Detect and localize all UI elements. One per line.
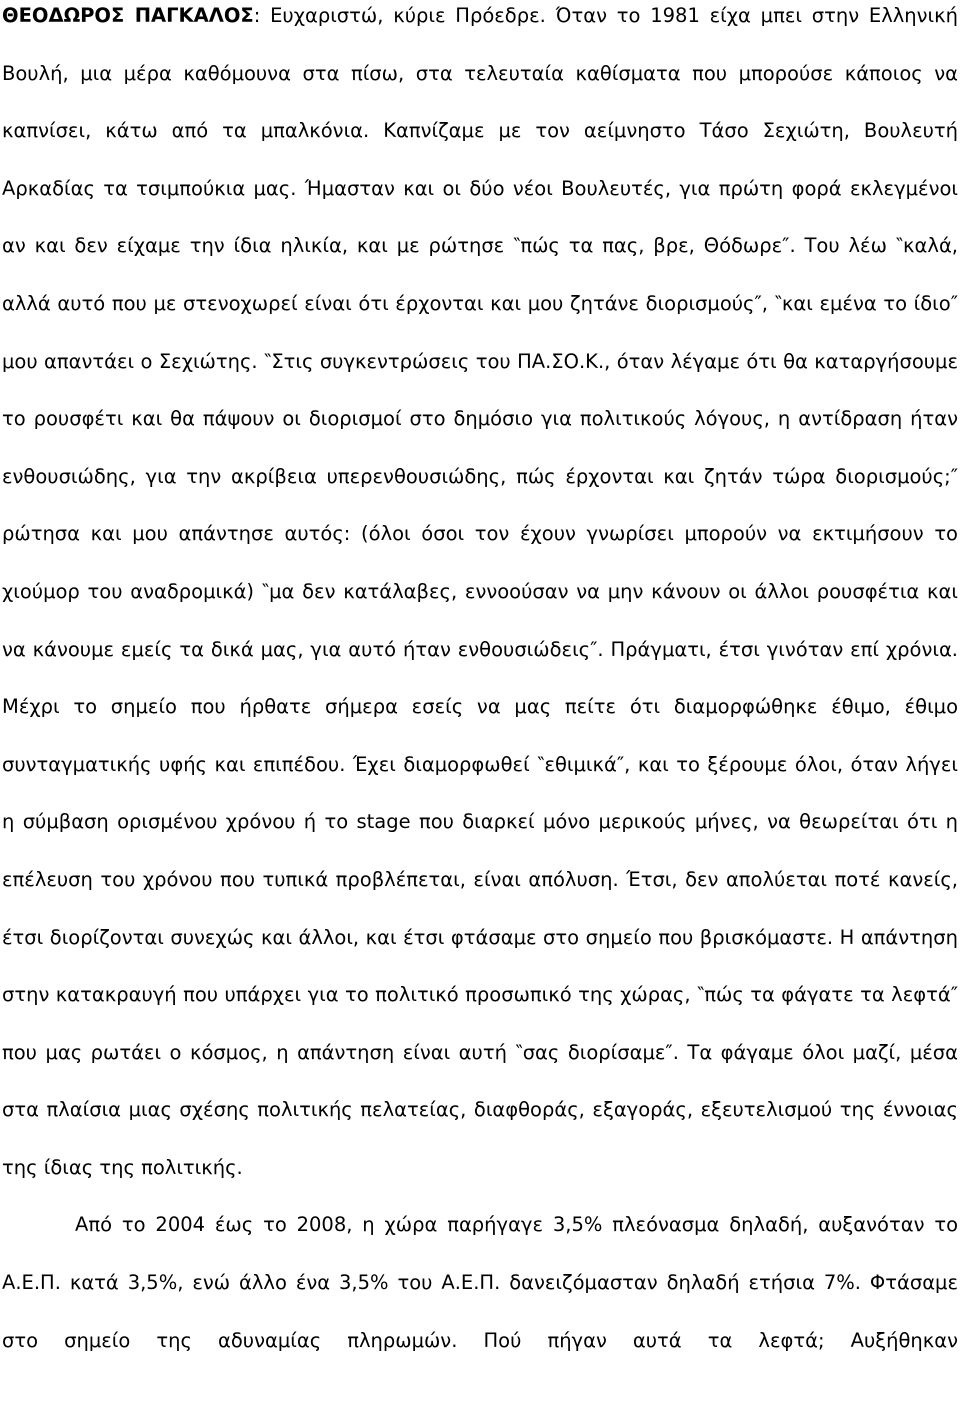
speaker-name: ΘΕΟΔΩΡΟΣ ΠΑΓΚΑΛΟΣ (2, 4, 254, 27)
paragraph-1-text: : Ευχαριστώ, κύριε Πρόεδρε. Όταν το 1981 είχα μπει στην Ελληνική Βουλή, μια μέρα καθόμουνα στα πίσω, στα τελευταία καθίσματα που μπορούσε κάποιος να καπνίσει, κάτω από τα μπαλκόνια. Καπνίζαμε με τον αείμνηστο Τάσο Σεχιώτη, Βουλευτή Αρκαδίας τα τσιμπούκια μας. Ήμασταν και οι δύο νέοι Βουλευτές, για πρώτη φορά εκλεγμένοι αν και δεν είχαμε την ίδια ηλικία, και με ρώτησε ‶πώς τα πας, βρε, Θόδωρε″. Του λέω ‶καλά, αλλά αυτό που με στενοχωρεί είναι ότι έρχονται και μου ζητάνε διορισμούς″, ‶και εμένα το ίδιο″ μου απαντάει ο Σεχιώτης. ‶Στις συγκεντρώσεις του ΠΑ.ΣΟ.Κ., όταν λέγαμε ότι θα καταργήσουμε το ρουσφέτι και θα πάψουν οι διορισμοί στο δημόσιο για πολιτικούς λόγους, η αντίδραση ήταν ενθουσιώδης, για την ακρίβεια υπερενθουσιώδης, πώς έρχονται και ζητάν τώρα διορισμούς;″ ρώτησα και μου απάντησε αυτός: (όλοι όσοι τον έχουν γνωρίσει μπορούν να εκτιμήσουν το χιούμορ του αναδρομικά) ‶μα δεν κατάλαβες, εννοούσαν να μην κάνουν οι άλλοι ρουσφέτια και να κάνουμε εμείς τα δικά μας, για αυτό ήταν ενθουσιώδεις″. Πράγματι, έτσι γινόταν επί χρόνια. Μέχρι το σημείο που ήρθατε σήμερα εσείς να μας πείτε ότι διαμορφώθηκε έθιμο, έθιμο συνταγματικής υφής και επιπέδου. Έχει διαμορφωθεί ‶εθιμικά″, και το ξέρουμε όλοι, όταν λήγει η σύμβαση ορισμένου χρόνου ή το stage που διαρκεί μόνο μερικούς μήνες, να θεωρείται ότι η επέλευση του χρόνου που τυπικά προβλέπεται, είναι απόλυση. Έτσι, δεν απολύεται ποτέ κανείς, έτσι διορίζονται συνεχώς και άλλοι, και έτσι φτάσαμε στο σημείο που βρισκόμαστε. Η απάντηση στην κατακραυγή που υπάρχει για το πολιτικό προσωπικό της χώρας, ‶πώς τα φάγατε τα λεφτά″ που μας ρωτάει ο κόσμος, η απάντηση είναι αυτή ‶σας διορίσαμε″. Τα φάγαμε όλοι μαζί, μέσα στα πλαίσια μιας σχέσης πολιτικής πελατείας, διαφθοράς, εξαγοράς, εξευτελισμού της έννοιας της ίδιας της πολιτικής. (2, 4, 958, 1179)
paragraph-speech-opening (2, 0, 958, 1196)
paragraph-2: Από το 2004 έως το 2008, η χώρα παρήγαγε 3,5% πλεόνασμα δηλαδή, αυξανόταν το Α.Ε.Π. κατά 3,5%, ενώ άλλο ένα 3,5% του Α.Ε.Π. δανειζόμασταν δηλαδή ετήσια 7%. Φτάσαμε στο σημείο της αδυναμίας πληρωμών. Πού πήγαν αυτά τα λεφτά; Αυξήθηκαν (2, 1213, 958, 1352)
